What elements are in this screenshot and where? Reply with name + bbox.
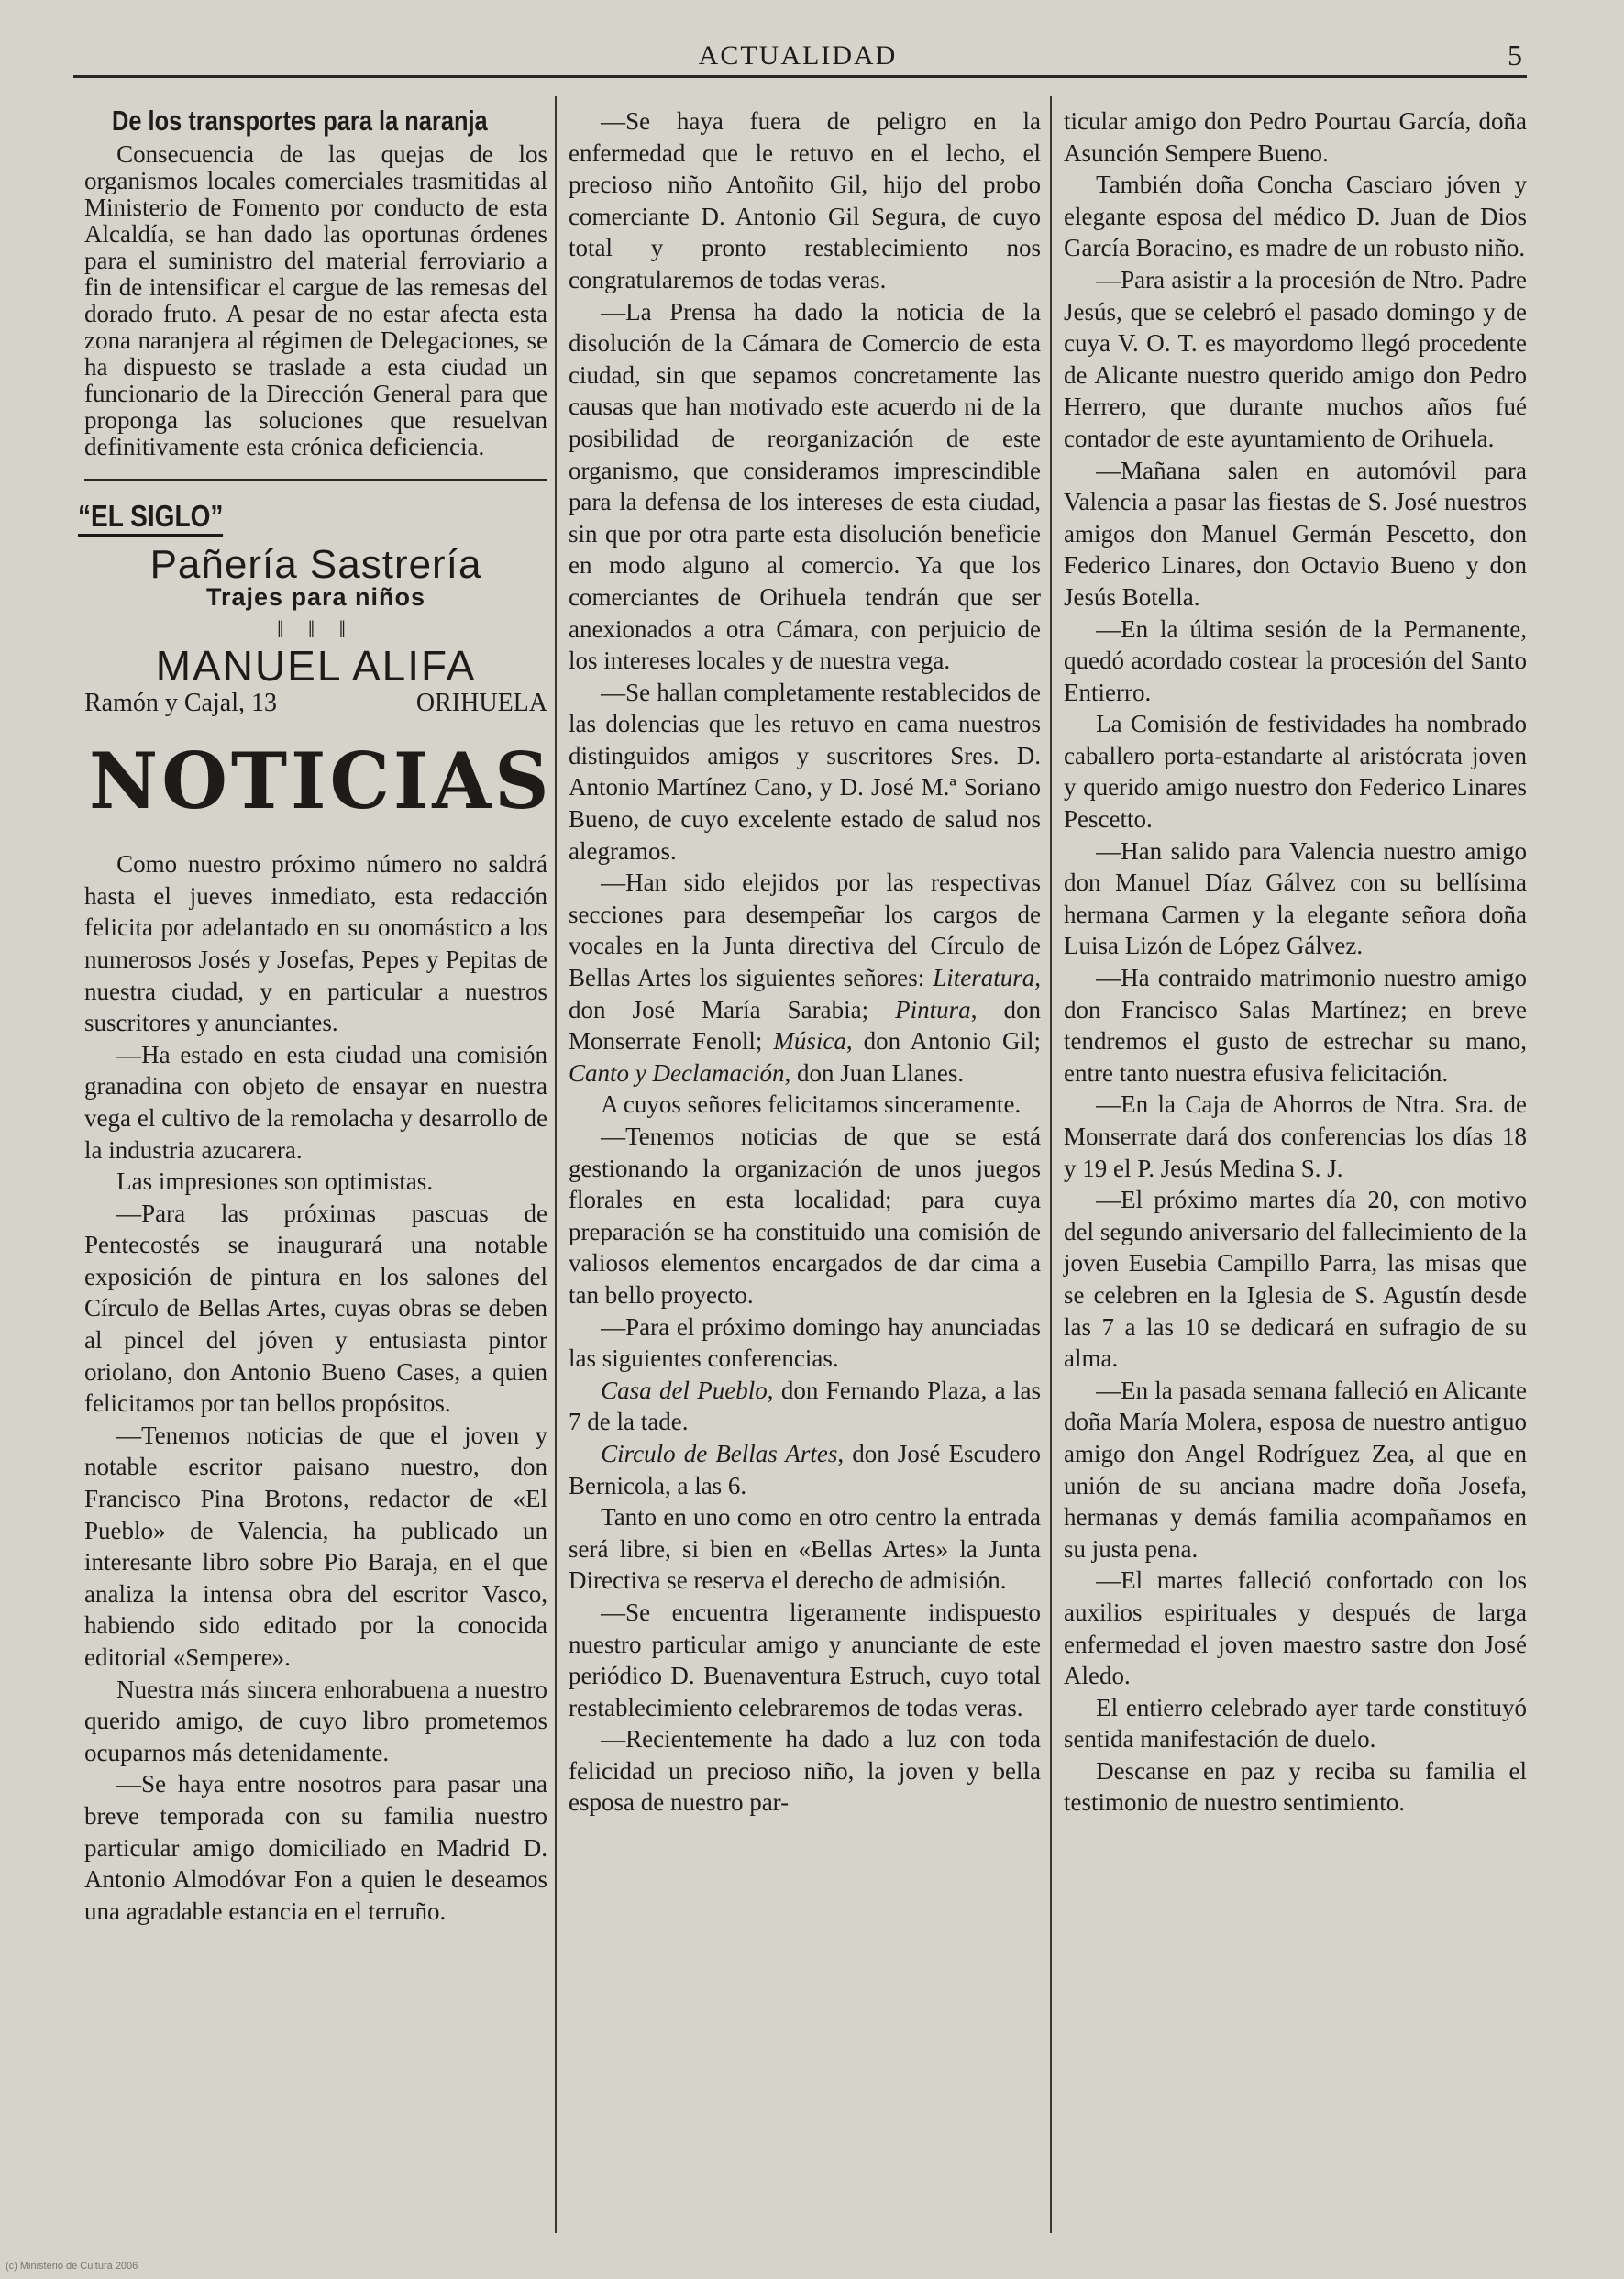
news-item: —Se haya fuera de peligro en la enfermedad que le retuvo en el lecho, el precioso niño Antoñito Gil, hijo del probo comerciante D. Antonio Gil Segura, de cuyo total y pronto restablecimiento nos congratularemos de todas veras. (569, 107, 1041, 293)
column-3 (1064, 105, 1527, 1819)
ad-brand: “EL SIGLO” (78, 501, 223, 537)
page-number: 5 (1508, 39, 1522, 72)
ad-owner: MANUEL ALIFA (155, 641, 477, 690)
news-item: —Tenemos noticias de que el joven y notable escritor paisano nuestro, don Francisco Pina Brotons, redactor de «El Pueblo» de Valencia, ha publicado un interesante libro sobre Pio Baraja, en el que analiza la intensa obra del escritor Vasco, habiendo sido editado por la conocida editorial «Sempere». (84, 1421, 547, 1671)
news-item: —El martes falleció confortado con los auxilios espirituales y después de larga enfermedad el joven maestro sastre don José Aledo. (1064, 1566, 1527, 1690)
news-item: —Se encuentra ligeramente indispuesto nuestro particular amigo y anunciante de este periódico D. Buenaventura Estruch, cuyo total restablecimiento celebraremos de todas veras. (569, 1598, 1041, 1721)
page-header (73, 37, 1522, 78)
conference-item (569, 1438, 1041, 1501)
ad-ornament: ‖ ‖ ‖ (277, 616, 355, 644)
news-item: También doña Concha Casciaro jóven y elegante esposa del médico D. Juan de Dios García Boracino, es madre de un robusto niño. (1064, 171, 1527, 262)
column-1 (78, 105, 553, 1927)
vocal-name: , don Antonio Gil; (845, 1027, 1042, 1056)
section-title: NOTICIAS (89, 736, 553, 827)
news-item: Como nuestro próximo número no saldrá hasta el jueves inmediato, esta redacción felicita por adelantado en su onomástico a los numerosos Josés y Josefas, Pepes y Pepitas de nuestra ciudad, y en particular a nuestros suscritores y anunciantes. (84, 850, 547, 1037)
news-item: La Comisión de festividades ha nombrado caballero porta-estandarte al aristócrata joven y querido amigo nuestro don Federico Linares Pescetto. (1064, 710, 1527, 834)
vocal-section: Música (773, 1027, 846, 1056)
vocal-name: , don José María Sarabia; (569, 964, 1041, 1023)
ad-city: ORIHUELA (415, 688, 547, 717)
news-item: —Para las próximas pascuas de Pentecostés se inaugurará una notable exposición de pintura en los salones del Círculo de Bellas Artes, cuyas obras se deben al pincel del jóven y entusiasta pintor oriolano, don Antonio Bueno Cases, a quien felicitamos por tan bellos propósitos. (84, 1199, 547, 1418)
copyright-note: (c) Ministerio de Cultura 2006 (6, 2261, 138, 2272)
ad-address-line (84, 688, 547, 720)
news-item: —Ha estado en esta ciudad una comisión granadina con objeto de ensayar en nuestra vega el cultivo de la remolacha y desarrollo de la industria azucarera. (84, 1040, 547, 1164)
news-item: —Para asistir a la procesión de Ntro. Padre Jesús, que se celebró el pasado domingo y de cuya V. O. T. es mayordomo llegó procedente de Alicante nuestro querido amigo don Pedro Herrero, que durante muchos años fué contador de este ayuntamiento de Orihuela. (1064, 265, 1527, 452)
news-item: A cuyos señores felicitamos sinceramente. (601, 1090, 1022, 1119)
news-item: ticular amigo don Pedro Pourtau García, doña Asunción Sempere Bueno. (1064, 107, 1527, 167)
news-item: —Se haya entre nosotros para pasar una breve temporada con su familia nuestro particular amigo domiciliado en Madrid D. Antonio Almodóvar Fon a quien le deseamos una agradable estancia en el terruño. (84, 1770, 547, 1925)
conference-item (569, 1375, 1041, 1438)
news-item: Tanto en uno como en otro centro la entrada será libre, si bien en «Bellas Artes» la Junta Directiva se reserva el derecho de admisión. (569, 1503, 1041, 1595)
news-item: —Ha contraido matrimonio nuestro amigo don Francisco Salas Martínez; en breve tendremos el gusto de estrechar su mano, entre tanto nuestra efusiva felicitación. (1064, 964, 1527, 1087)
news-item: —Se hallan completamente restablecidos de las dolencias que les retuvo en cama nuestros distinguidos amigos y suscritores Sres. D. Antonio Martínez Cano, y D. José M.ª Soriano Bueno, de cuyo excelente estado de salud nos alegramos. (569, 678, 1041, 865)
column-divider-2 (1050, 96, 1052, 2233)
vocal-name: , don Monserrate Fenoll; (569, 995, 1041, 1056)
news-item-vocales (569, 867, 1041, 1089)
article-text: Consecuencia de las quejas de los organismos locales comerciales trasmitidas al Ministerio de Fomento por conducto de esta Alcaldía, se han dado las oportunas órdenes para el suministro del material ferroviario a fin de intensificar el cargue de las remesas del dorado fruto. A pesar de no estar afecta esta zona naranjera al régimen de Delegaciones, se ha dispuesto se traslade a esta ciudad un funcionario de la Dirección General para que proponga las soluciones que resuelvan definitivamente esta crónica deficiencia. (84, 139, 547, 460)
vocal-section: Canto y Declamación (569, 1058, 785, 1087)
ad-shop: Pañería Sastrería (149, 542, 482, 588)
news-item: Descanse en paz y reciba su familia el testimonio de nuestro sentimiento. (1064, 1756, 1527, 1817)
ad-subtitle: Trajes para niños (205, 582, 426, 611)
news-item: El entierro celebrado ayer tarde constituyó sentida manifestación de duelo. (1064, 1693, 1527, 1754)
vocal-section: Pintura (895, 995, 971, 1023)
news-item: —Recientemente ha dado a luz con toda felicidad un precioso niño, la joven y bella esposa de nuestro par- (569, 1725, 1041, 1817)
header-rule (73, 75, 1527, 78)
section-rule (84, 479, 547, 481)
conference-venue: Casa del Pueblo (601, 1376, 768, 1404)
vocales-intro: —Han sido elejidos por las respectivas secciones para desempeñar los cargos de vocales en la Junta directiva del Círculo de Bellas Artes los siguientes señores: (569, 868, 1041, 992)
news-item: —En la pasada semana falleció en Alicante doña María Molera, esposa de nuestro antiguo amigo don Angel Rodríguez Zea, al que en unión de su anciana madre doña Josefa, hermanas y demás familia acompañamos en su justa pena. (1064, 1376, 1527, 1563)
publication-title: ACTUALIDAD (698, 40, 898, 71)
column-divider-1 (555, 96, 557, 2233)
advertisement (78, 498, 547, 720)
news-item: —Tenemos noticias de que se está gestionando la organización de unos juegos florales en esta localidad; para cuya preparación se ha constituido una comisión de valiosos elementos encargados de dar cima a tan bello proyecto. (569, 1123, 1041, 1309)
news-item: —Para el próximo domingo hay anunciadas las siguientes conferencias. (569, 1312, 1041, 1373)
news-list-col1 (84, 848, 547, 1927)
news-item: —La Prensa ha dado la noticia de la disolución de la Cámara de Comercio de esta ciudad, sin que sepamos concretamente las causas que han motivado este acuerdo ni de la posibilidad de reorganización de este organismo, que consideramos imprescindible para la defensa de los intereses de esta ciudad, sin que por otra parte esta disolución beneficie en modo alguno al comercio. Ya que los comerciantes de Orihuela tendrán que ser anexionados a otra Cámara, con perjuicio de los intereses locales y de nuestra vega. (569, 297, 1041, 675)
news-item: —En la última sesión de la Permanente, quedó acordado costear la procesión del Santo Entierro. (1064, 614, 1527, 706)
news-item: —En la Caja de Ahorros de Ntra. Sra. de Monserrate dará dos conferencias los días 18 y 19 el P. Jesús Medina S. J. (1064, 1090, 1527, 1182)
vocal-name: , don Juan Llanes. (784, 1058, 965, 1087)
news-item: —Han salido para Valencia nuestro amigo don Manuel Díaz Gálvez con su bellísima hermana Carmen y la elegante señora doña Luisa Lizón de López Gálvez. (1064, 836, 1527, 960)
ad-address: Ramón y Cajal, 13 (84, 688, 277, 717)
news-item: —Mañana salen en automóvil para Valencia a pasar las fiestas de S. José nuestros amigos don Manuel Germán Pescetto, don Federico Linares, don Octavio Bueno y don Jesús Botella. (1064, 456, 1527, 611)
article-naranja (84, 141, 547, 460)
conference-detail: , don Fernando Plaza, a las 7 de la tade. (569, 1376, 1042, 1436)
news-item: Nuestra más sincera enhorabuena a nuestro querido amigo, de cuyo libro prometemos ocuparnos más detenidamente. (84, 1675, 547, 1766)
news-item: —El próximo martes día 20, con motivo del segundo aniversario del fallecimiento de la joven Eusebia Campillo Parra, las misas que se celebren en la Iglesia de S. Agustín desde las 7 a las 10 se dedicará en sufragio de su alma. (1064, 1186, 1527, 1373)
vocal-section: Literatura (933, 964, 1035, 992)
column-2 (569, 105, 1041, 1819)
news-item: Las impresiones son optimistas. (116, 1167, 434, 1196)
conference-venue: Circulo de Bellas Artes (601, 1439, 838, 1467)
article-headline: De los transportes para la naranja (112, 105, 488, 137)
conference-detail: , don José Escudero Bernicola, a las 6. (569, 1439, 1041, 1499)
